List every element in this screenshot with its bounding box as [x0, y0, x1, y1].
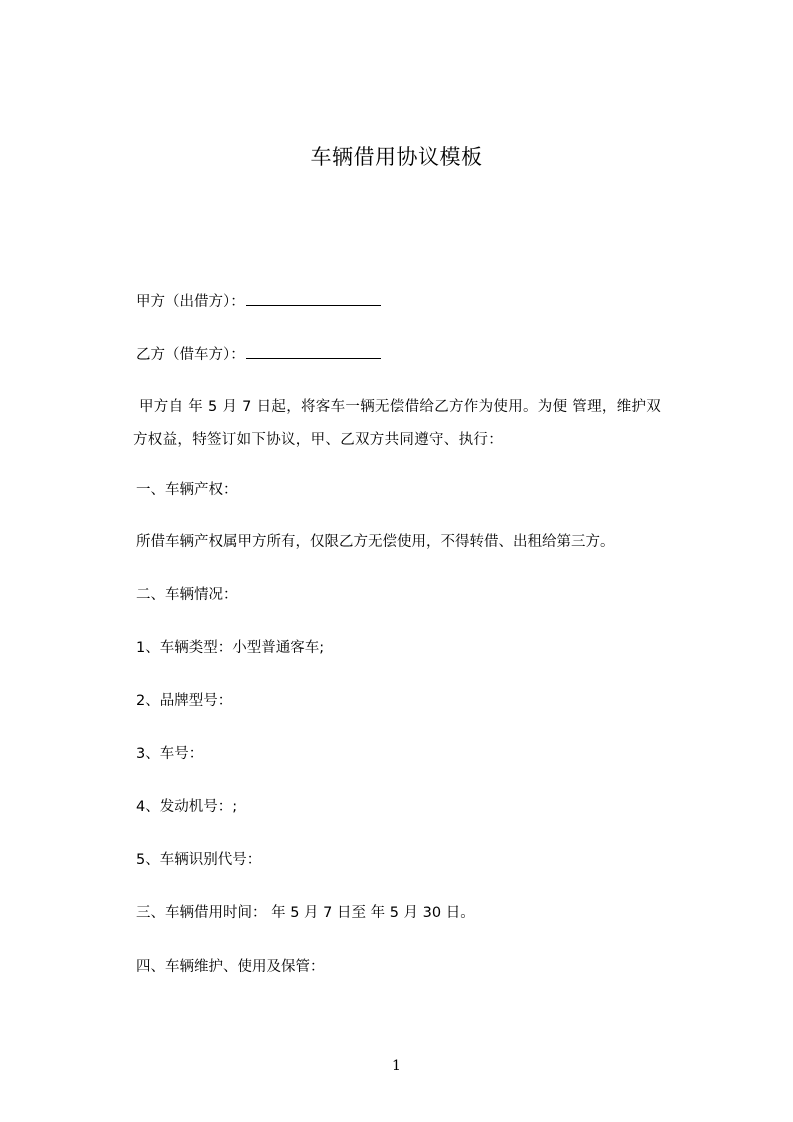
vehicle-item-3: 3、车号：	[136, 746, 204, 762]
document-title: 车辆借用协议模板	[310, 145, 483, 169]
vehicle-item-1: 1、车辆类型：小型普通客车;	[136, 640, 325, 656]
section-3-text: 三、车辆借用时间： 年 5 月 7 日至 年 5 月 30 日。	[136, 905, 475, 921]
party-b-label: 乙方（借车方）：	[136, 347, 245, 363]
party-b-line	[136, 344, 381, 365]
intro-line-2: 方权益，特签订如下协议，甲、乙双方共同遵守、执行：	[133, 432, 503, 448]
intro-line-1: 甲方自 年 5 月 7 日起，将客车一辆无偿借给乙方作为使用。为便 管理，维护双	[139, 399, 662, 415]
vehicle-item-5: 5、车辆识别代号：	[136, 852, 262, 868]
vehicle-item-2: 2、品牌型号：	[136, 693, 233, 709]
vehicle-item-4: 4、发动机号：;	[136, 799, 238, 815]
party-a-line	[136, 291, 381, 312]
section-1-text: 所借车辆产权属甲方所有，仅限乙方无偿使用，不得转借、出租给第三方。	[136, 534, 615, 550]
party-a-label: 甲方（出借方）：	[136, 294, 245, 310]
section-2-heading: 二、车辆情况：	[136, 587, 238, 603]
intro-paragraph	[133, 391, 716, 457]
section-4-heading: 四、车辆维护、使用及保管：	[136, 959, 325, 975]
page-number: 1	[392, 1058, 401, 1074]
section-1-heading: 一、车辆产权：	[136, 482, 238, 498]
party-b-blank	[246, 344, 381, 359]
party-a-blank	[246, 291, 381, 306]
